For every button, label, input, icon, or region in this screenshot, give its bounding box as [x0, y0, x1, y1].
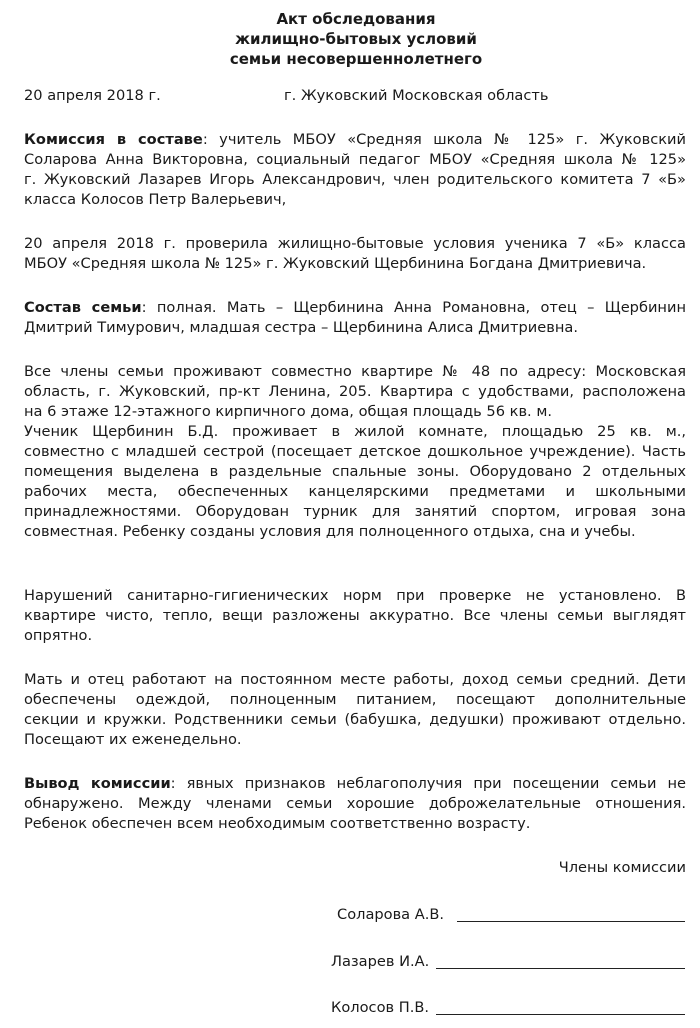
residence-line-1: Все члены семьи проживают совместно квартире № 48 по адресу: Московская	[24, 363, 686, 380]
signature-line	[436, 1014, 685, 1015]
residence-line-3: на 6 этаже 12-этажного кирпичного дома, общая площадь 56 кв. м.	[24, 403, 552, 420]
signature-row	[331, 952, 687, 972]
residence-line-2: область, г. Жуковский, пр-кт Ленина, 205. Квартира с удобствами, расположена	[24, 383, 686, 400]
document-date: 20 апреля 2018 г.	[24, 87, 161, 104]
parents-paragraph	[24, 670, 686, 750]
commission-label: Комиссия в составе	[24, 131, 203, 148]
title-line-1: Акт обследования	[276, 10, 436, 28]
room-paragraph	[24, 422, 686, 542]
signature-row	[337, 905, 687, 925]
room-line-1: Ученик Щербинин Б.Д. проживает в жилой комнате, площадью 25 кв. м.,	[24, 423, 686, 440]
commission-members-heading: Члены комиссии	[558, 859, 686, 876]
conclusion-line-1: : явных признаков неблагополучия при посещении семьи не	[170, 775, 686, 792]
hygiene-line-2: квартире чисто, тепло, вещи разложены аккуратно. Все члены семьи выглядят	[24, 607, 686, 624]
title-line-2: жилищно-бытовых условий	[235, 30, 477, 48]
conclusion-line-2: обнаружено. Между членами семьи хорошие доброжелательные отношения.	[24, 795, 686, 812]
residence-paragraph	[24, 362, 686, 422]
family-label: Состав семьи	[24, 299, 142, 316]
document-place: г. Жуковский Московская область	[284, 87, 549, 104]
commission-line-1: : учитель МБОУ «Средняя школа № 125» г. Жуковский	[202, 131, 687, 148]
hygiene-line-3: опрятно.	[24, 627, 93, 644]
signatory-name: Колосов П.В.	[331, 999, 430, 1016]
room-line-3: помещения выделена в раздельные спальные зоны. Оборудовано 2 отдельных	[24, 463, 686, 480]
signature-row	[331, 998, 687, 1018]
family-line-1: : полная. Мать – Щербинина Анна Романовна, отец – Щербинин	[141, 299, 686, 316]
signatory-name: Лазарев И.А.	[331, 953, 430, 970]
conclusion-line-3: Ребенок обеспечен всем необходимым соответственно возрасту.	[24, 815, 531, 832]
signatory-name: Соларова А.В.	[337, 906, 445, 923]
conclusion-paragraph	[24, 774, 686, 834]
date-place-line	[24, 86, 700, 106]
inspection-paragraph	[24, 234, 686, 274]
commission-line-4: класса Колосов Петр Валерьевич,	[24, 191, 287, 208]
commission-line-3: г. Жуковский Лазарев Игорь Александрович, член родительского комитета 7 «Б»	[24, 171, 686, 188]
conclusion-label: Вывод комиссии	[24, 775, 171, 792]
parents-line-1: Мать и отец работают на постоянном месте работы, доход семьи средний. Дети	[24, 671, 686, 688]
parents-line-2: обеспечены одеждой, полноценным питанием, посещают дополнительные	[24, 691, 686, 708]
signature-line	[457, 921, 685, 922]
family-paragraph	[24, 298, 686, 338]
room-line-2: совместно с младшей сестрой (посещает детское дошкольное учреждение). Часть	[24, 443, 686, 460]
room-line-5: принадлежностями. Оборудован турник для занятий спортом, игровая зона	[24, 503, 686, 520]
document-title	[0, 9, 700, 69]
hygiene-paragraph	[24, 586, 686, 646]
parents-line-4: Посещают их еженедельно.	[24, 731, 242, 748]
family-line-2: Дмитрий Тимурович, младшая сестра – Щербинина Алиса Дмитриевна.	[24, 319, 578, 336]
room-line-6: совместная. Ребенку созданы условия для полноценного отдыха, сна и учебы.	[24, 523, 636, 540]
inspection-line-1: 20 апреля 2018 г. проверила жилищно-бытовые условия ученика 7 «Б» класса	[24, 235, 686, 252]
signature-line	[436, 968, 685, 969]
title-line-3: семьи несовершеннолетнего	[229, 50, 483, 68]
room-line-4: рабочих места, обеспеченных канцелярскими предметами и школьными	[24, 483, 686, 500]
hygiene-line-1: Нарушений санитарно-гигиенических норм при проверке не установлено. В	[24, 587, 686, 604]
inspection-line-2: МБОУ «Средняя школа № 125» г. Жуковский Щербинина Богдана Дмитриевича.	[24, 255, 647, 272]
commission-paragraph	[24, 130, 686, 210]
parents-line-3: секции и кружки. Родственники семьи (бабушка, дедушки) проживают отдельно.	[24, 711, 686, 728]
commission-line-2: Соларова Анна Викторовна, социальный педагог МБОУ «Средняя школа № 125»	[24, 151, 686, 168]
